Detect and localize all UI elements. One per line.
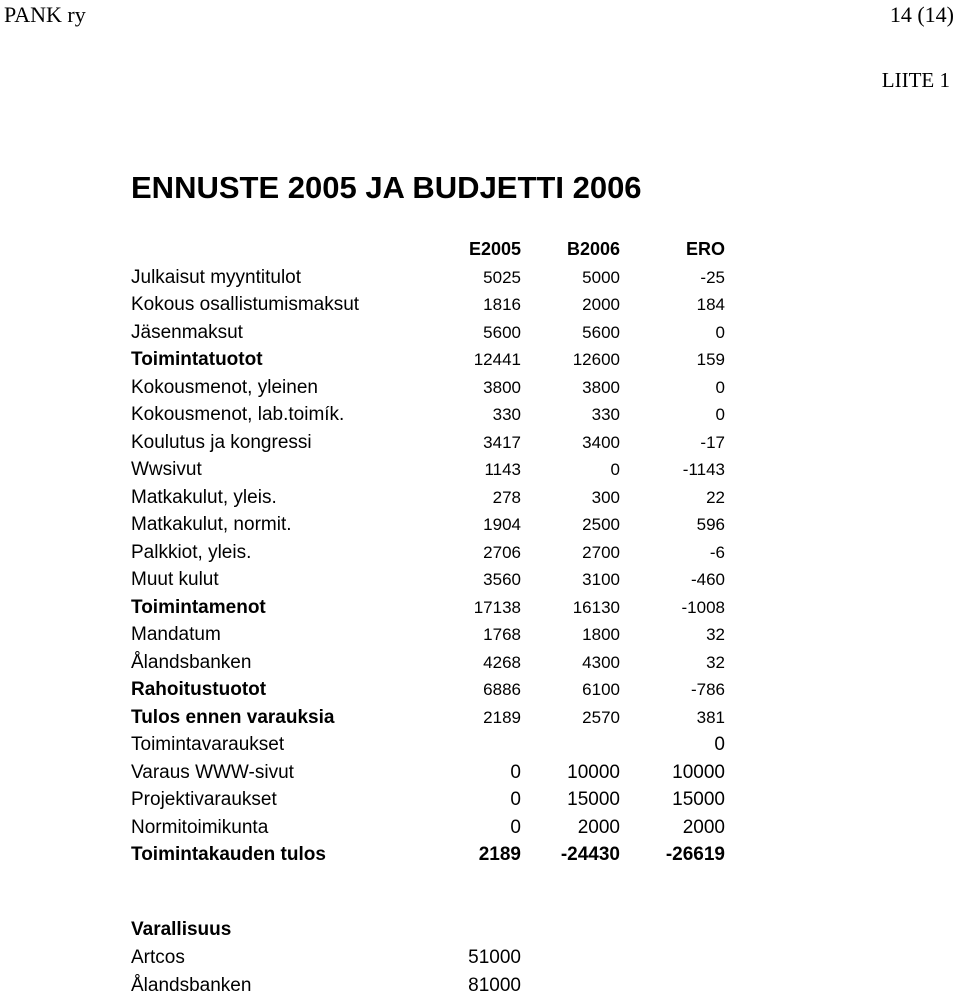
asset-row: [131, 944, 531, 972]
row-label: Wwsivut: [131, 459, 202, 480]
cell-ero: 10000: [672, 761, 725, 783]
cell-ero: 0: [715, 377, 725, 397]
column-header-b2006: B2006: [566, 239, 620, 259]
cell-b2006: 330: [591, 405, 620, 424]
cell-ero: 2000: [682, 816, 725, 838]
row-label: Julkaisut myyntitulot: [131, 266, 302, 288]
table-row: [131, 786, 727, 814]
cell-b2006: 3100: [582, 570, 620, 589]
table-row: [131, 484, 727, 512]
assets-heading-row: [131, 916, 531, 944]
cell-b2006: 16130: [572, 597, 620, 617]
page-number: 14 (14): [889, 2, 954, 27]
cell-b2006: 6100: [582, 680, 620, 699]
cell-ero: 0: [715, 405, 725, 424]
table-row: [131, 291, 727, 319]
table-row: [131, 814, 727, 842]
table-row: [131, 731, 727, 759]
cell-e2005: 278: [492, 487, 521, 507]
cell-e2005: 2706: [483, 542, 521, 562]
subtotal-row: [131, 594, 727, 622]
table-row: [131, 401, 727, 429]
cell-ero: -25: [700, 267, 725, 287]
row-label: Ålandsbanken: [131, 651, 252, 673]
cell-b2006: 10000: [567, 761, 620, 783]
row-label: Varaus WWW-sivut: [131, 761, 294, 783]
total-row: [131, 841, 727, 869]
cell-b2006: -24430: [560, 844, 620, 865]
cell-e2005: 0: [510, 789, 521, 810]
cell-ero: 22: [706, 487, 725, 507]
asset-value: 51000: [468, 947, 521, 968]
cell-e2005: 3560: [483, 570, 521, 589]
cell-e2005: 1816: [483, 295, 521, 314]
cell-ero: 0: [715, 322, 725, 342]
table-row: [131, 566, 727, 594]
column-header-e2005: E2005: [468, 239, 521, 259]
column-header-ero: ERO: [685, 239, 725, 259]
table-row: [131, 649, 727, 677]
subtotal-row: [131, 676, 727, 704]
assets-table: [131, 916, 531, 1000]
cell-b2006: 12600: [572, 350, 620, 369]
subtotal-row: [131, 346, 727, 374]
page-title: ENNUSTE 2005 JA BUDJETTI 2006: [131, 170, 642, 205]
cell-ero: 381: [696, 707, 725, 727]
cell-b2006: 0: [610, 460, 620, 479]
row-label: Muut kulut: [131, 569, 219, 590]
cell-ero: -1143: [682, 460, 725, 479]
cell-e2005: 2189: [478, 844, 521, 865]
cell-ero: 184: [696, 295, 725, 314]
cell-ero: 32: [706, 652, 725, 672]
asset-value: 81000: [468, 975, 521, 996]
table-row: [131, 621, 727, 649]
cell-ero: -6: [709, 542, 725, 562]
cell-ero: -786: [690, 680, 725, 699]
cell-b2006: 2000: [582, 295, 620, 314]
cell-b2006: 15000: [567, 789, 620, 810]
cell-b2006: 1800: [582, 625, 620, 644]
cell-e2005: 6886: [483, 680, 521, 699]
table-row: [131, 456, 727, 484]
cell-b2006: 2000: [577, 816, 620, 838]
cell-ero: 15000: [672, 789, 725, 810]
table-row: [131, 539, 727, 567]
subtotal-row: [131, 704, 727, 732]
cell-e2005: 3800: [483, 377, 521, 397]
cell-e2005: 1768: [483, 625, 521, 644]
cell-ero: 32: [706, 625, 725, 644]
cell-e2005: 3417: [483, 432, 521, 452]
cell-e2005: 4268: [483, 652, 521, 672]
cell-b2006: 5600: [582, 322, 620, 342]
row-label: Toimintatuotot: [131, 349, 263, 370]
cell-b2006: 3400: [582, 432, 620, 452]
row-label: Toimintamenot: [131, 596, 266, 618]
cell-ero: 0: [714, 734, 725, 755]
cell-e2005: 0: [510, 816, 521, 838]
table-header-row: [131, 236, 727, 264]
row-label: Matkakulut, normit.: [131, 514, 292, 535]
appendix-label: LIITE 1: [881, 68, 950, 92]
asset-label: Artcos: [131, 947, 185, 968]
row-label: Mandatum: [131, 624, 221, 645]
cell-b2006: 2570: [582, 707, 620, 727]
cell-e2005: 2189: [483, 707, 521, 727]
row-label: Toimintakauden tulos: [131, 844, 326, 865]
cell-ero: -1008: [681, 597, 725, 617]
row-label: Rahoitustuotot: [131, 679, 267, 700]
row-label: Normitoimikunta: [131, 816, 269, 838]
assets-heading: Varallisuus: [131, 919, 232, 940]
cell-e2005: 17138: [473, 597, 521, 617]
table-row: [131, 429, 727, 457]
cell-ero: -17: [700, 432, 725, 452]
row-label: Koulutus ja kongressi: [131, 431, 312, 453]
cell-ero: -26619: [665, 844, 725, 865]
row-label: Kokousmenot, lab.toimík.: [131, 404, 345, 425]
cell-e2005: 5025: [483, 267, 521, 287]
cell-ero: 159: [696, 350, 725, 369]
row-label: Kokousmenot, yleinen: [131, 376, 318, 398]
row-label: Toimintavaraukset: [131, 734, 285, 755]
cell-b2006: 4300: [582, 652, 620, 672]
table-row: [131, 319, 727, 347]
cell-ero: 596: [696, 515, 725, 534]
cell-b2006: 2700: [582, 542, 620, 562]
row-label: Tulos ennen varauksia: [131, 706, 335, 728]
cell-b2006: 5000: [582, 267, 620, 287]
row-label: Kokous osallistumismaksut: [131, 294, 360, 315]
row-label: Projektivaraukset: [131, 789, 277, 810]
asset-label: Ålandsbanken: [131, 975, 252, 996]
table-row: [131, 759, 727, 787]
cell-e2005: 5600: [483, 322, 521, 342]
cell-b2006: 2500: [582, 515, 620, 534]
cell-e2005: 330: [492, 405, 521, 424]
cell-b2006: 300: [591, 487, 620, 507]
row-label: Jäsenmaksut: [131, 321, 243, 343]
row-label: Matkakulut, yleis.: [131, 486, 277, 508]
page-header-left: PANK ry: [4, 2, 86, 27]
cell-e2005: 12441: [473, 350, 521, 369]
cell-ero: -460: [690, 570, 725, 589]
table-row: [131, 511, 727, 539]
budget-table: [131, 236, 727, 869]
table-row: [131, 264, 727, 292]
cell-e2005: 0: [510, 761, 521, 783]
table-row: [131, 374, 727, 402]
cell-e2005: 1143: [484, 460, 521, 479]
cell-b2006: 3800: [582, 377, 620, 397]
row-label: Palkkiot, yleis.: [131, 541, 252, 563]
cell-e2005: 1904: [483, 515, 521, 534]
